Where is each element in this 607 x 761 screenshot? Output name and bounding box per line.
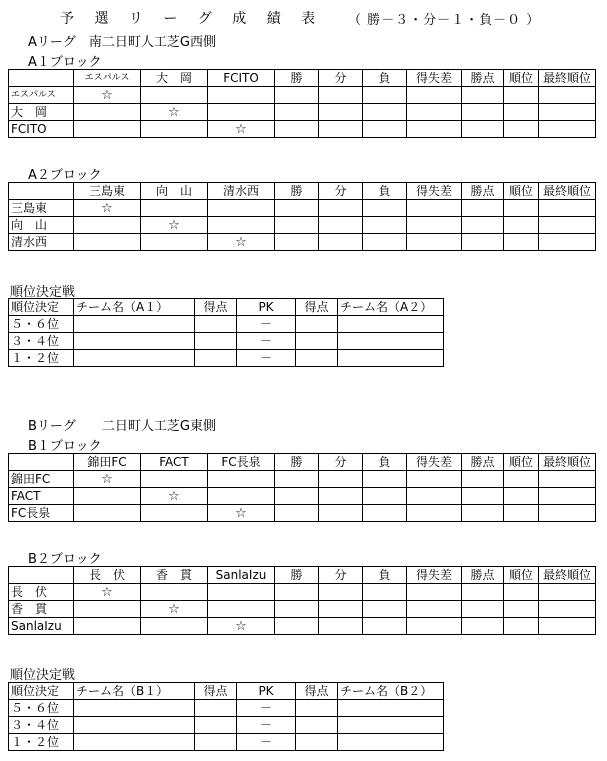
- playoff-b-table: [8, 682, 444, 751]
- col-header: 勝: [275, 567, 319, 584]
- table-row: [9, 217, 596, 234]
- row-team: 清水西: [9, 234, 74, 251]
- table-row: [9, 104, 596, 121]
- col-header: 最終順位: [539, 454, 596, 471]
- col-header: 得点: [195, 683, 237, 700]
- rank-label: ５・６位: [9, 316, 74, 333]
- table-row: [9, 333, 444, 350]
- star-mark: ☆: [141, 488, 208, 505]
- col-header: 勝点: [462, 70, 504, 87]
- table-row: [9, 350, 444, 367]
- col-header: チーム名（A２）: [338, 299, 444, 316]
- col-team: FC長泉: [208, 454, 275, 471]
- table-row: [9, 471, 596, 488]
- table-row: [9, 584, 596, 601]
- col-header: 最終順位: [539, 183, 596, 200]
- header-row: [9, 299, 444, 316]
- star-mark: ☆: [208, 234, 275, 251]
- col-header: 得点: [296, 299, 338, 316]
- table-row: [9, 505, 596, 522]
- pk-mark: －: [237, 700, 296, 717]
- col-team: FCITO: [208, 70, 275, 87]
- col-team: 錦田FC: [74, 454, 141, 471]
- star-mark: ☆: [141, 217, 208, 234]
- col-team: FACT: [141, 454, 208, 471]
- col-header: 順位: [504, 183, 539, 200]
- col-header: チーム名（B２）: [338, 683, 444, 700]
- header-row: [9, 683, 444, 700]
- col-team: エスパルス: [74, 70, 141, 87]
- table-row: [9, 234, 596, 251]
- col-header: 負: [363, 70, 407, 87]
- col-header: 分: [319, 567, 363, 584]
- table-row: [9, 601, 596, 618]
- row-team: エスパルス: [9, 87, 74, 104]
- col-header: チーム名（A１）: [74, 299, 195, 316]
- points-rule: （ 勝－３・分－１・負－０ ）: [348, 13, 541, 28]
- row-team: 向 山: [9, 217, 74, 234]
- playoff-a-table: [8, 298, 444, 367]
- col-header: 得失差: [407, 70, 462, 87]
- block-b1-label: B１ブロック: [28, 439, 102, 454]
- row-team: FACT: [9, 488, 74, 505]
- table-row: [9, 488, 596, 505]
- block-b1-table: [8, 453, 596, 522]
- row-team: 大 岡: [9, 104, 74, 121]
- playoff-a-label: 順位決定戦: [10, 285, 76, 300]
- header-row: [9, 183, 596, 200]
- table-row: [9, 734, 444, 751]
- pk-mark: －: [237, 734, 296, 751]
- rank-label: ５・６位: [9, 700, 74, 717]
- block-b2-table: [8, 566, 596, 635]
- rank-label: ３・４位: [9, 333, 74, 350]
- rank-label: １・２位: [9, 734, 74, 751]
- star-mark: ☆: [74, 87, 141, 104]
- table-row: [9, 121, 596, 138]
- header-row: [9, 70, 596, 87]
- col-header: 勝点: [462, 454, 504, 471]
- col-header: 負: [363, 183, 407, 200]
- col-header: 分: [319, 183, 363, 200]
- col-header: 順位: [504, 567, 539, 584]
- col-team: 三島東: [74, 183, 141, 200]
- table-row: [9, 700, 444, 717]
- col-team: SanlaIzu: [208, 567, 275, 584]
- row-team: 香 貫: [9, 601, 74, 618]
- col-header: 分: [319, 70, 363, 87]
- star-mark: ☆: [74, 200, 141, 217]
- col-team: 向 山: [141, 183, 208, 200]
- page-title: 予 選 リ ー グ 成 績 表: [60, 11, 324, 27]
- col-header: 勝点: [462, 183, 504, 200]
- col-team: 清水西: [208, 183, 275, 200]
- block-a2-table: [8, 182, 596, 251]
- col-team: 大 岡: [141, 70, 208, 87]
- pk-mark: －: [237, 350, 296, 367]
- col-header: 順位: [504, 454, 539, 471]
- row-team: 錦田FC: [9, 471, 74, 488]
- star-mark: ☆: [74, 584, 141, 601]
- col-header: 得失差: [407, 454, 462, 471]
- league-b-name: Bリーグ 二日町人工芝G東側: [28, 419, 216, 434]
- col-header: 勝: [275, 183, 319, 200]
- col-header: 最終順位: [539, 567, 596, 584]
- table-row: [9, 618, 596, 635]
- rank-label: ３・４位: [9, 717, 74, 734]
- row-team: 三島東: [9, 200, 74, 217]
- col-header: 順位決定: [9, 299, 74, 316]
- row-team: FCITO: [9, 121, 74, 138]
- col-header: 勝点: [462, 567, 504, 584]
- row-team: SanlaIzu: [9, 618, 74, 635]
- row-team: 長 伏: [9, 584, 74, 601]
- col-header: 順位決定: [9, 683, 74, 700]
- col-header: 最終順位: [539, 70, 596, 87]
- playoff-b-label: 順位決定戦: [10, 668, 76, 683]
- star-mark: ☆: [208, 121, 275, 138]
- pk-mark: －: [237, 333, 296, 350]
- star-mark: ☆: [74, 471, 141, 488]
- col-header: 分: [319, 454, 363, 471]
- col-header: 得失差: [407, 183, 462, 200]
- table-row: [9, 316, 444, 333]
- col-header: 得点: [195, 299, 237, 316]
- table-row: [9, 87, 596, 104]
- col-header: 勝: [275, 454, 319, 471]
- col-header: 負: [363, 454, 407, 471]
- row-team: FC長泉: [9, 505, 74, 522]
- pk-mark: －: [237, 717, 296, 734]
- col-header: PK: [237, 299, 296, 316]
- star-mark: ☆: [141, 601, 208, 618]
- header-row: [9, 567, 596, 584]
- star-mark: ☆: [208, 618, 275, 635]
- col-header: 負: [363, 567, 407, 584]
- table-row: [9, 200, 596, 217]
- table-row: [9, 717, 444, 734]
- col-header: 得失差: [407, 567, 462, 584]
- col-header: 得点: [296, 683, 338, 700]
- col-header: チーム名（B１）: [74, 683, 195, 700]
- rank-label: １・２位: [9, 350, 74, 367]
- block-a1-label: A１ブロック: [28, 55, 102, 70]
- block-a1-table: [8, 69, 596, 138]
- star-mark: ☆: [208, 505, 275, 522]
- col-team: 香 貫: [141, 567, 208, 584]
- col-header: 勝: [275, 70, 319, 87]
- header-row: [9, 454, 596, 471]
- pk-mark: －: [237, 316, 296, 333]
- col-header: PK: [237, 683, 296, 700]
- star-mark: ☆: [141, 104, 208, 121]
- block-b2-label: B２ブロック: [28, 552, 102, 567]
- league-a-name: Aリーグ 南二日町人工芝G西側: [28, 35, 216, 50]
- col-team: 長 伏: [74, 567, 141, 584]
- col-header: 順位: [504, 70, 539, 87]
- block-a2-label: A２ブロック: [28, 168, 102, 183]
